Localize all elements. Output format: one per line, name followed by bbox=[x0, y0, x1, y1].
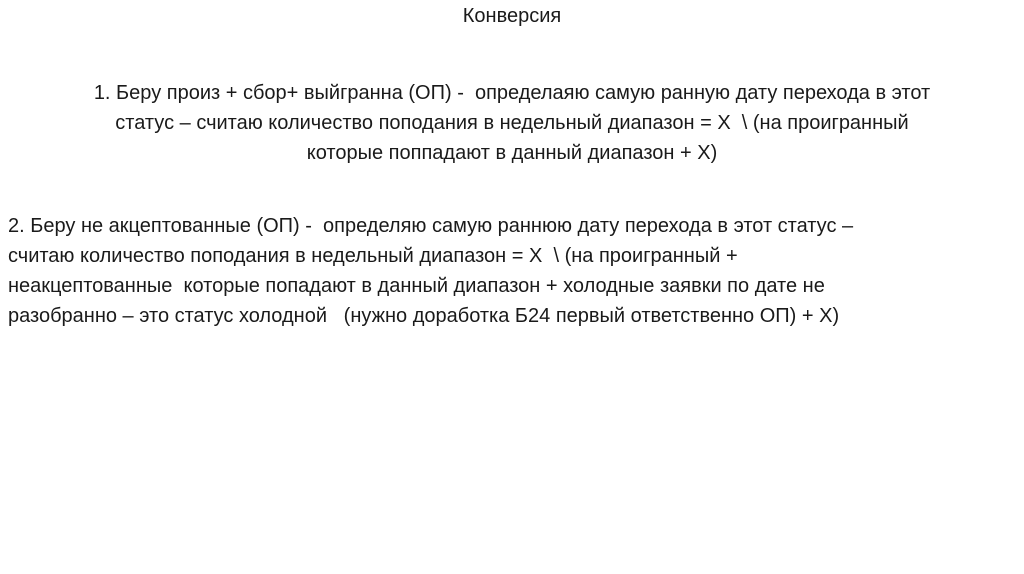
paragraph-1-line: которые поппадают в данный диапазон + X) bbox=[306, 142, 718, 164]
paragraph-2 bbox=[0, 211, 1024, 331]
paragraph-2-line: неакцептованные которые попадают в данный диапазон + холодные заявки по дате не bbox=[8, 275, 825, 297]
paragraph-2-line: считаю количество поподания в недельный диапазон = X \ (на проигранный + bbox=[8, 245, 738, 267]
paragraph-1-line: 1. Беру произ + сбор+ выйгранна (ОП) - определаяю самую ранную дату перехода в этот bbox=[93, 82, 931, 104]
paragraph-2-line: 2. Беру не акцептованные (ОП) - определяю самую раннюю дату перехода в этот статус – bbox=[8, 215, 854, 237]
slide-title: Конверсия bbox=[462, 5, 562, 27]
paragraph-2-line: разобранно – это статус холодной (нужно доработка Б24 первый ответственно ОП) + X) bbox=[8, 305, 840, 327]
paragraph-1 bbox=[0, 78, 1024, 168]
paragraph-1-line: статус – считаю количество поподания в недельный диапазон = X \ (на проигранный bbox=[115, 112, 909, 134]
